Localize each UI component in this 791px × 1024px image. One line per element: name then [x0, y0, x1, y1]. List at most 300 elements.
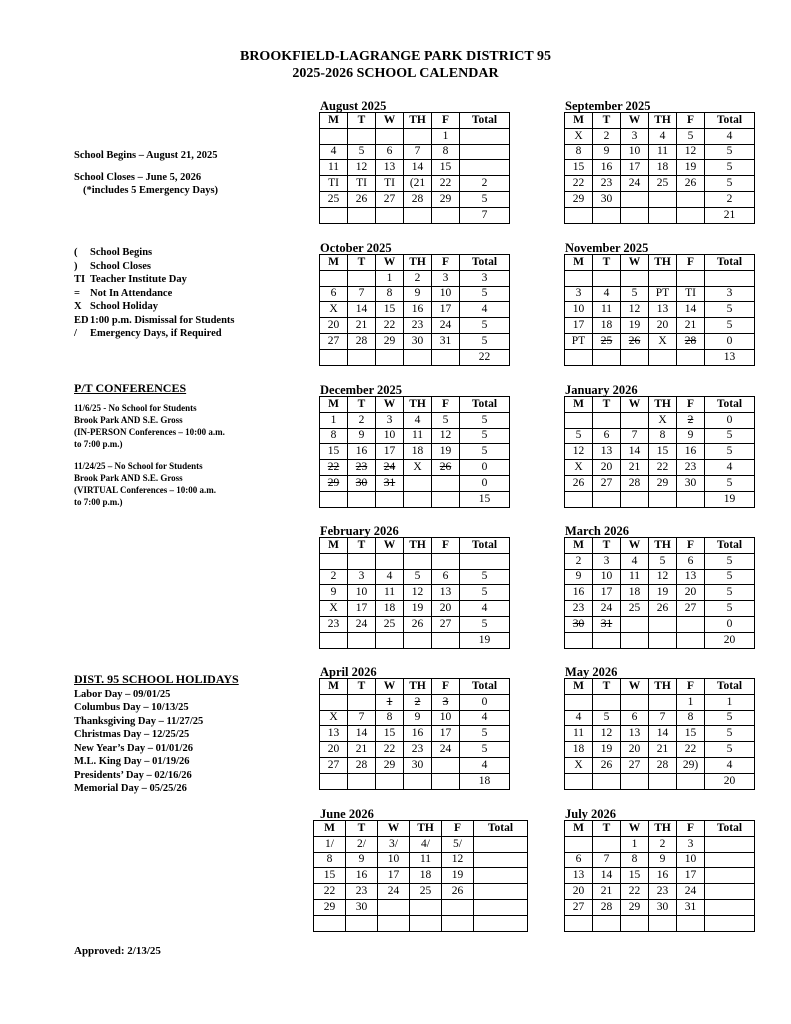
legend-item	[74, 287, 235, 301]
day-cell: 23	[320, 616, 348, 632]
day-cell: 7	[593, 852, 621, 868]
day-cell: 11	[565, 726, 593, 742]
day-cell: TI	[320, 176, 348, 192]
day-cell: 28	[677, 333, 705, 349]
day-cell	[320, 207, 348, 223]
day-cell	[565, 207, 593, 223]
day-cell: 18	[410, 868, 442, 884]
day-cell: 10	[593, 569, 621, 585]
week-total: 5	[460, 318, 510, 334]
week-total: 20	[705, 773, 755, 789]
week-row	[320, 428, 510, 444]
week-total	[474, 899, 528, 915]
weekday-header: Total	[705, 538, 755, 554]
legend-label: School Begins	[90, 247, 153, 258]
calendar-title: 2025-2026 SCHOOL CALENDAR	[292, 66, 499, 81]
day-cell: 24	[432, 318, 460, 334]
day-cell: 9	[593, 144, 621, 160]
weekday-header: W	[621, 255, 649, 271]
month-grid	[319, 396, 510, 508]
week-row	[565, 412, 755, 428]
day-cell: 19	[677, 160, 705, 176]
day-cell: 8	[376, 710, 404, 726]
day-cell	[348, 694, 376, 710]
day-cell	[677, 270, 705, 286]
day-cell	[404, 349, 432, 365]
week-total: 0	[705, 412, 755, 428]
day-cell: 9	[404, 710, 432, 726]
week-row	[565, 160, 755, 176]
day-cell: 30	[565, 616, 593, 632]
weekday-header: F	[677, 538, 705, 554]
weekday-header: W	[376, 679, 404, 695]
month-calendar	[564, 525, 755, 649]
day-cell: 10	[432, 710, 460, 726]
week-row	[314, 899, 528, 915]
month-grid	[319, 537, 510, 649]
day-cell: 18	[565, 742, 593, 758]
day-cell: 7	[348, 286, 376, 302]
day-cell: 12	[348, 160, 376, 176]
day-cell: 3	[621, 128, 649, 144]
weekday-header: TH	[404, 255, 432, 271]
day-cell: 16	[593, 160, 621, 176]
day-cell	[565, 270, 593, 286]
text-line: M.L. King Day – 01/19/26	[74, 756, 190, 767]
weekday-header: T	[346, 821, 378, 837]
day-cell: 28	[593, 899, 621, 915]
week-total: 5	[460, 616, 510, 632]
weekday-header-row	[565, 538, 755, 554]
day-cell: 26	[442, 884, 474, 900]
day-cell	[649, 491, 677, 507]
day-cell: PT	[649, 286, 677, 302]
day-cell: 10	[376, 428, 404, 444]
weekday-header: T	[593, 538, 621, 554]
day-cell: 12	[593, 726, 621, 742]
day-cell: 16	[404, 726, 432, 742]
text-line: 11/6/25 - No School for Students	[74, 402, 197, 413]
week-total: 5	[705, 302, 755, 318]
legend	[74, 246, 235, 341]
day-cell: 12	[565, 444, 593, 460]
day-cell: 11	[404, 428, 432, 444]
day-cell: 30	[593, 191, 621, 207]
day-cell: 29	[376, 333, 404, 349]
month-grid	[313, 820, 528, 932]
week-row	[565, 915, 755, 931]
legend-symbol: (	[74, 247, 78, 258]
day-cell: 17	[677, 868, 705, 884]
day-cell: 18	[376, 601, 404, 617]
day-cell: TI	[376, 176, 404, 192]
day-cell: 10	[677, 852, 705, 868]
legend-label: Teacher Institute Day	[90, 274, 187, 285]
day-cell: 1	[376, 270, 404, 286]
day-cell: 13	[320, 726, 348, 742]
day-cell	[621, 191, 649, 207]
text-line: New Year’s Day – 01/01/26	[74, 742, 193, 754]
weekday-header: F	[432, 113, 460, 129]
day-cell	[320, 694, 348, 710]
week-total: 4	[460, 710, 510, 726]
day-cell: 2	[348, 412, 376, 428]
week-total: 19	[705, 491, 755, 507]
day-cell: 5	[649, 553, 677, 569]
week-total: 5	[460, 585, 510, 601]
day-cell	[376, 553, 404, 569]
week-row	[320, 270, 510, 286]
month-title: August 2025	[320, 99, 387, 113]
day-cell: 11	[320, 160, 348, 176]
day-cell	[593, 207, 621, 223]
week-row	[320, 694, 510, 710]
week-total: 5	[705, 569, 755, 585]
day-cell	[621, 491, 649, 507]
day-cell: 27	[320, 333, 348, 349]
day-cell: 27	[320, 757, 348, 773]
day-cell	[677, 191, 705, 207]
week-total: 5	[705, 475, 755, 491]
day-cell: 16	[677, 444, 705, 460]
month-grid	[564, 678, 755, 790]
week-row	[314, 836, 528, 852]
day-cell: 20	[320, 742, 348, 758]
legend-symbol: )	[74, 260, 78, 272]
day-cell: 10	[565, 302, 593, 318]
day-cell: 3	[376, 412, 404, 428]
day-cell	[677, 773, 705, 789]
day-cell	[442, 915, 474, 931]
week-row	[314, 884, 528, 900]
month-calendar	[564, 242, 755, 366]
day-cell: 26	[348, 191, 376, 207]
day-cell: 2	[593, 128, 621, 144]
week-total: 4	[460, 302, 510, 318]
legend-label: 1:00 p.m. Dismissal for Students	[90, 314, 235, 326]
day-cell	[649, 915, 677, 931]
day-cell: 6	[565, 852, 593, 868]
day-cell: 26	[677, 176, 705, 192]
day-cell	[677, 207, 705, 223]
day-cell: 22	[432, 176, 460, 192]
day-cell: 9	[346, 852, 378, 868]
day-cell: 24	[432, 742, 460, 758]
day-cell	[565, 632, 593, 648]
day-cell: 11	[593, 302, 621, 318]
text-line: (IN-PERSON Conferences – 10:00 a.m.	[74, 426, 225, 437]
weekday-header: T	[348, 679, 376, 695]
day-cell: 29	[565, 191, 593, 207]
day-cell: 3/	[378, 836, 410, 852]
day-cell: 13	[593, 444, 621, 460]
week-total: 4	[705, 128, 755, 144]
day-cell: 1	[320, 412, 348, 428]
weekday-header: T	[593, 821, 621, 837]
month-title: April 2026	[320, 665, 377, 679]
day-cell: 1	[432, 128, 460, 144]
weekday-header: M	[565, 113, 593, 129]
weekday-header-row	[320, 255, 510, 271]
text-line: Christmas Day – 12/25/25	[74, 729, 190, 740]
text-line: Thanksgiving Day – 11/27/25	[74, 715, 204, 727]
day-cell: 14	[649, 726, 677, 742]
week-row	[565, 585, 755, 601]
week-total	[460, 160, 510, 176]
day-cell	[649, 191, 677, 207]
weekday-header: W	[376, 397, 404, 413]
day-cell: 29)	[677, 757, 705, 773]
week-row	[320, 773, 510, 789]
day-cell	[410, 915, 442, 931]
legend-label: Emergency Days, if Required	[90, 328, 222, 339]
day-cell: 23	[348, 460, 376, 476]
day-cell	[320, 773, 348, 789]
day-cell: 9	[348, 428, 376, 444]
weekday-header: T	[593, 397, 621, 413]
day-cell	[593, 349, 621, 365]
month-calendar	[319, 242, 510, 366]
weekday-header: M	[320, 397, 348, 413]
week-total: 5	[460, 569, 510, 585]
day-cell: 7	[649, 710, 677, 726]
weekday-header: F	[677, 679, 705, 695]
day-cell: 26	[621, 333, 649, 349]
day-cell: 21	[621, 460, 649, 476]
month-grid	[564, 820, 755, 932]
day-cell	[404, 491, 432, 507]
day-cell: 29	[621, 899, 649, 915]
day-cell: 23	[649, 884, 677, 900]
day-cell: X	[649, 333, 677, 349]
day-cell: 3	[565, 286, 593, 302]
day-cell: 20	[677, 585, 705, 601]
day-cell: 3	[432, 694, 460, 710]
weekday-header: Total	[460, 255, 510, 271]
document-title	[0, 48, 791, 82]
day-cell: 12	[677, 144, 705, 160]
month-calendar	[319, 525, 510, 649]
day-cell	[593, 694, 621, 710]
day-cell	[432, 757, 460, 773]
month-calendar	[313, 808, 528, 932]
week-row	[314, 852, 528, 868]
day-cell: 4	[621, 553, 649, 569]
week-total: 3	[705, 286, 755, 302]
month-calendar	[319, 666, 510, 790]
day-cell	[677, 632, 705, 648]
legend-symbol: TI	[74, 274, 86, 285]
day-cell: 19	[432, 444, 460, 460]
day-cell	[621, 270, 649, 286]
week-row	[320, 444, 510, 460]
day-cell: 9	[565, 569, 593, 585]
day-cell	[621, 207, 649, 223]
day-cell: 12	[621, 302, 649, 318]
day-cell: 9	[649, 852, 677, 868]
day-cell: 30	[348, 475, 376, 491]
weekday-header: M	[565, 397, 593, 413]
day-cell: 5	[565, 428, 593, 444]
weekday-header: TH	[649, 113, 677, 129]
day-cell	[348, 491, 376, 507]
weekday-header-row	[565, 821, 755, 837]
day-cell: 26	[649, 601, 677, 617]
day-cell: 19	[621, 318, 649, 334]
day-cell: 8	[320, 428, 348, 444]
week-row	[565, 569, 755, 585]
day-cell: 23	[346, 884, 378, 900]
day-cell: 29	[376, 757, 404, 773]
weekday-header: F	[677, 255, 705, 271]
day-cell: 24	[593, 601, 621, 617]
day-cell: 6	[593, 428, 621, 444]
week-row	[320, 286, 510, 302]
day-cell: 14	[621, 444, 649, 460]
day-cell: X	[404, 460, 432, 476]
day-cell: 28	[348, 333, 376, 349]
week-total: 5	[460, 444, 510, 460]
day-cell: 25	[649, 176, 677, 192]
week-row	[320, 710, 510, 726]
weekday-header: TH	[404, 113, 432, 129]
day-cell: 17	[432, 302, 460, 318]
day-cell: 5	[593, 710, 621, 726]
day-cell: 31	[677, 899, 705, 915]
day-cell: 17	[565, 318, 593, 334]
day-cell: 9	[677, 428, 705, 444]
day-cell	[348, 632, 376, 648]
day-cell: 29	[314, 899, 346, 915]
week-total: 3	[460, 270, 510, 286]
weekday-header: Total	[705, 255, 755, 271]
week-total: 2	[460, 176, 510, 192]
legend-item	[74, 327, 235, 341]
month-grid	[319, 678, 510, 790]
week-total	[705, 884, 755, 900]
day-cell	[432, 491, 460, 507]
week-total: 20	[705, 632, 755, 648]
day-cell: 30	[404, 333, 432, 349]
day-cell: 11	[621, 569, 649, 585]
day-cell: 14	[593, 868, 621, 884]
week-row	[320, 333, 510, 349]
day-cell: 13	[649, 302, 677, 318]
weekday-header: Total	[705, 113, 755, 129]
day-cell: 17	[348, 601, 376, 617]
week-row	[320, 207, 510, 223]
week-total: 0	[460, 460, 510, 476]
day-cell: 4	[649, 128, 677, 144]
week-total: 5	[705, 428, 755, 444]
day-cell: (21	[404, 176, 432, 192]
day-cell: 24	[376, 460, 404, 476]
day-cell: 11	[410, 852, 442, 868]
day-cell: 5	[621, 286, 649, 302]
week-row	[565, 773, 755, 789]
day-cell: 5	[432, 412, 460, 428]
day-cell: 18	[404, 444, 432, 460]
school-begins: School Begins – August 21, 2025	[74, 150, 218, 161]
day-cell: 29	[649, 475, 677, 491]
day-cell: 28	[649, 757, 677, 773]
day-cell: 22	[320, 460, 348, 476]
weekday-header: Total	[474, 821, 528, 837]
day-cell: 13	[677, 569, 705, 585]
legend-symbol: X	[74, 301, 82, 312]
week-total	[460, 128, 510, 144]
day-cell	[593, 270, 621, 286]
day-cell: 26	[404, 616, 432, 632]
day-cell	[320, 270, 348, 286]
week-total: 5	[705, 601, 755, 617]
weekday-header: M	[320, 255, 348, 271]
week-row	[565, 601, 755, 617]
weekday-header: W	[621, 538, 649, 554]
week-row	[565, 428, 755, 444]
emergency-note: (*includes 5 Emergency Days)	[83, 185, 219, 196]
day-cell: 14	[677, 302, 705, 318]
legend-item	[74, 300, 235, 314]
legend-symbol: =	[74, 287, 80, 299]
weekday-header: W	[376, 255, 404, 271]
day-cell	[442, 899, 474, 915]
week-row	[320, 742, 510, 758]
week-row	[565, 710, 755, 726]
day-cell: 23	[593, 176, 621, 192]
pt-conference-2	[74, 460, 225, 508]
day-cell	[593, 632, 621, 648]
week-total: 4	[460, 757, 510, 773]
week-row	[565, 884, 755, 900]
legend-symbol: ED	[74, 314, 89, 326]
day-cell: 5	[677, 128, 705, 144]
text-line: Columbus Day – 10/13/25	[74, 702, 189, 713]
day-cell	[314, 915, 346, 931]
day-cell: 12	[404, 585, 432, 601]
weekday-header: W	[376, 538, 404, 554]
week-row	[565, 270, 755, 286]
day-cell: 25	[593, 333, 621, 349]
day-cell	[565, 836, 593, 852]
week-row	[565, 694, 755, 710]
weekday-header: Total	[705, 679, 755, 695]
day-cell: 15	[649, 444, 677, 460]
text-line: 11/24/25 – No School for Students	[74, 460, 203, 471]
month-grid	[564, 537, 755, 649]
day-cell: 8	[621, 852, 649, 868]
day-cell	[348, 128, 376, 144]
week-row	[565, 616, 755, 632]
day-cell: 16	[565, 585, 593, 601]
day-cell: X	[320, 302, 348, 318]
day-cell	[565, 349, 593, 365]
week-row	[565, 726, 755, 742]
day-cell	[621, 616, 649, 632]
week-row	[320, 302, 510, 318]
weekday-header: F	[677, 397, 705, 413]
weekday-header: W	[376, 113, 404, 129]
weekday-header: T	[348, 538, 376, 554]
weekday-header: F	[432, 255, 460, 271]
text-line: (VIRTUAL Conferences – 10:00 a.m.	[74, 484, 217, 495]
week-total: 5	[705, 742, 755, 758]
legend-item	[74, 260, 235, 274]
day-cell: 16	[348, 444, 376, 460]
legend-label: Not In Attendance	[90, 287, 173, 299]
week-row	[320, 491, 510, 507]
day-cell: 14	[348, 302, 376, 318]
